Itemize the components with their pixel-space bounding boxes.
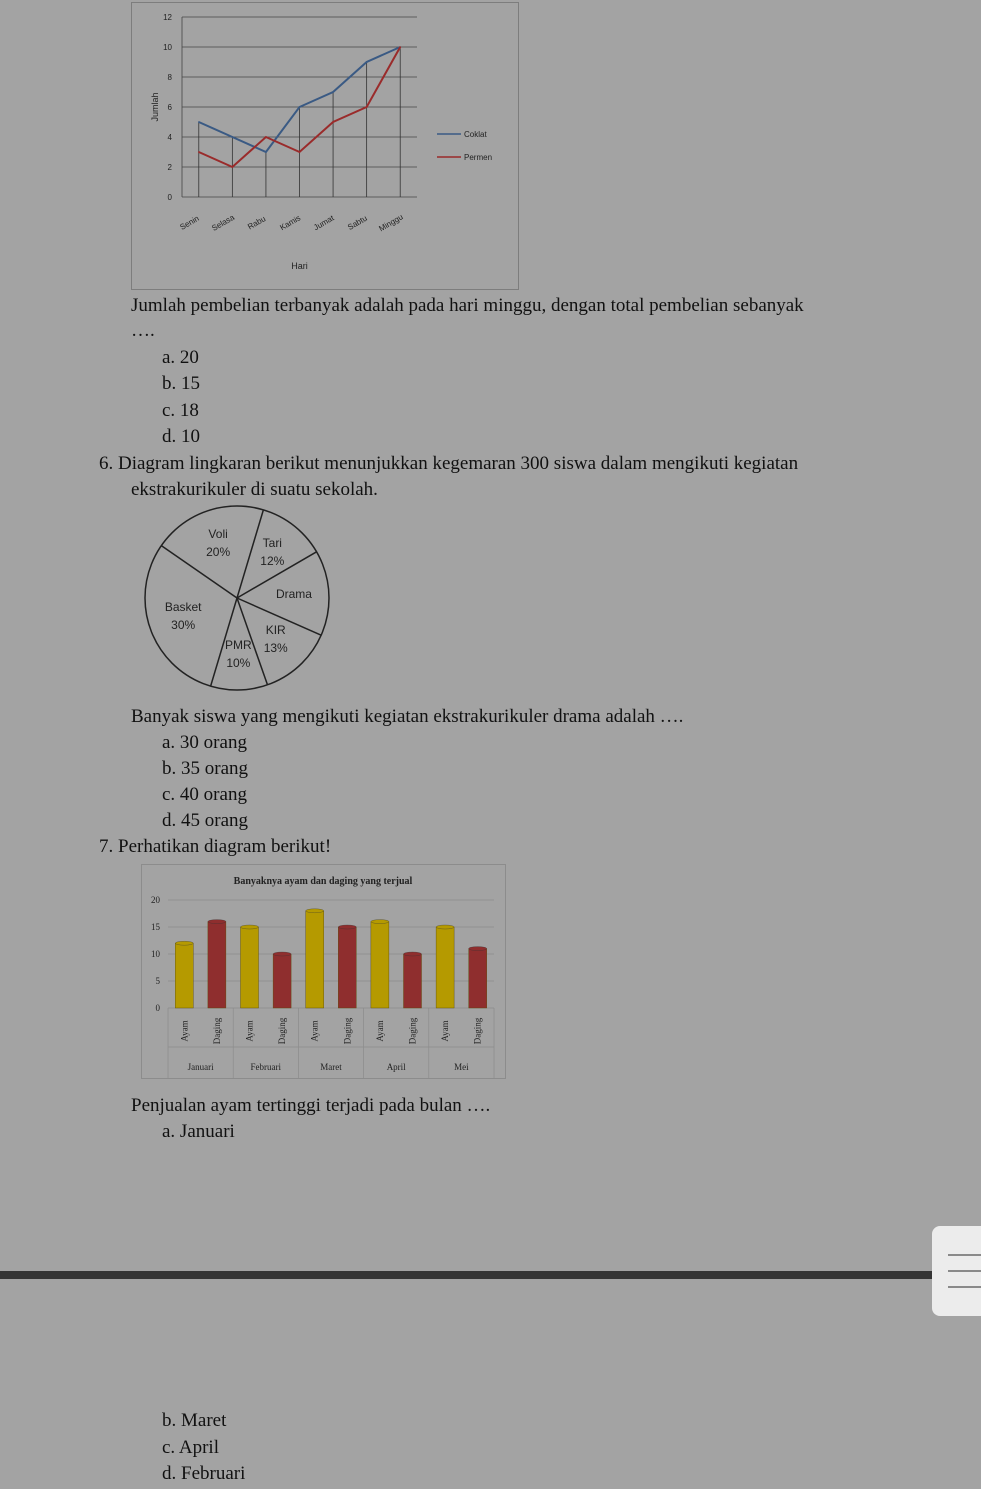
y-tick-label: 10 [151,949,160,959]
menu-button[interactable] [932,1226,981,1316]
q7-option-c[interactable]: c. April [162,1437,219,1458]
q7-option-d[interactable]: d. Februari [162,1463,246,1484]
bar-cap [404,952,422,956]
q7-question: 7. Perhatikan diagram berikut! [99,836,332,857]
data-point [198,151,200,153]
y-tick-label: 4 [167,133,172,142]
q6-question-line1: 6. Diagram lingkaran berikut menunjukkan kegemaran 300 siswa dalam mengikuti kegiatan [99,453,799,474]
slice-percent: 20% [206,545,231,560]
bar [404,954,422,1008]
bar-cap [338,925,356,929]
q6-question-line2: ekstrakurikuler di suatu sekolah. [131,479,378,500]
slice-label: Voli [208,527,228,542]
q7-prompt: Penjualan ayam tertinggi terjadi pada bulan …. [131,1095,491,1116]
y-tick-label: 12 [163,13,172,22]
month-label: Januari [187,1062,214,1072]
slice-label: Tari [262,536,282,551]
y-tick-label: 6 [167,103,172,112]
bar-chart-box [141,864,506,1079]
bar [436,927,454,1008]
legend-label: Permen [464,153,493,162]
bar [208,922,226,1008]
data-point [332,121,334,123]
y-tick-label: 2 [167,163,172,172]
x-tick-label: Ayam [374,1020,385,1042]
x-tick-label: Daging [211,1017,222,1045]
q7-option-a[interactable]: a. Januari [162,1121,235,1142]
slice-label: Drama [275,586,312,601]
x-tick-label: Ayam [179,1020,190,1042]
x-axis-title: Hari [291,261,308,271]
bar-cap [306,909,324,913]
x-tick-label: Daging [277,1017,288,1045]
menu-icon-line [948,1286,981,1288]
x-tick-label: Rabu [246,214,268,232]
bar [175,943,193,1008]
month-label: Februari [250,1062,282,1072]
q5-ellipsis: …. [131,320,155,341]
line-chart [132,3,518,289]
x-tick-label: Daging [472,1017,483,1045]
data-point [299,151,301,153]
data-point [198,121,200,123]
x-tick-label: Sabtu [346,213,369,232]
y-tick-label: 8 [167,73,172,82]
y-axis-title: Jumlah [150,92,160,122]
menu-icon-line [948,1254,981,1256]
month-label: Mei [454,1062,469,1072]
x-tick-label: Kamis [278,213,303,233]
q5-option-d[interactable]: d. 10 [162,426,200,447]
x-tick-label: Senin [178,213,201,232]
data-point [265,136,267,138]
x-tick-label: Ayam [440,1020,451,1042]
bar [371,922,389,1008]
y-tick-label: 0 [155,1003,160,1013]
y-tick-label: 5 [155,976,160,986]
x-tick-label: Jumat [312,213,336,233]
q6-option-d[interactable]: d. 45 orang [162,810,249,831]
x-tick-label: Daging [342,1017,353,1045]
y-tick-label: 10 [163,43,172,52]
page-divider [0,1271,981,1279]
bar [273,954,291,1008]
y-tick-label: 15 [151,922,160,932]
q6-option-a[interactable]: a. 30 orang [162,732,247,753]
bar-chart [142,865,505,1078]
data-point [399,46,401,48]
bar-cap [208,920,226,924]
q6-option-c[interactable]: c. 40 orang [162,784,247,805]
line-chart-box [131,2,519,290]
q5-question: Jumlah pembelian terbanyak adalah pada hari minggu, dengan total pembelian sebanyak [131,295,804,316]
y-tick-label: 20 [151,895,160,905]
data-point [299,106,301,108]
q7-option-b[interactable]: b. Maret [162,1410,227,1431]
q5-option-c[interactable]: c. 18 [162,400,199,421]
pie-chart [140,503,340,695]
q5-option-b[interactable]: b. 15 [162,373,200,394]
slice-percent: 13% [263,640,288,655]
bar-cap [469,947,487,951]
menu-icon-line [948,1270,981,1272]
bar [306,911,324,1008]
slice-percent: 12% [260,554,285,569]
bar [338,927,356,1008]
bar-cap [241,925,259,929]
x-tick-label: Selasa [210,212,236,233]
bar-cap [175,941,193,945]
x-tick-label: Daging [407,1017,418,1045]
bar-cap [371,920,389,924]
q6-option-b[interactable]: b. 35 orang [162,758,249,779]
legend-label: Coklat [464,130,487,139]
bar-cap [273,952,291,956]
bar [241,927,259,1008]
bar [469,949,487,1008]
x-tick-label: Minggu [377,212,405,234]
slice-percent: 10% [226,656,251,671]
pie-chart-box [140,503,340,695]
data-point [232,136,234,138]
x-tick-label: Ayam [309,1020,320,1042]
x-tick-label: Ayam [244,1020,255,1042]
data-point [265,151,267,153]
bar-cap [436,925,454,929]
slice-label: PMR [224,638,252,653]
chart-title: Banyaknya ayam dan daging yang terjual [233,876,413,887]
month-label: April [386,1062,406,1072]
slice-label: Basket [164,599,202,614]
data-point [332,91,334,93]
data-point [366,61,368,63]
q5-option-a[interactable]: a. 20 [162,347,199,368]
month-label: Maret [320,1062,342,1072]
slice-percent: 30% [171,617,196,632]
data-point [232,166,234,168]
slice-label: KIR [265,622,286,637]
q6-prompt: Banyak siswa yang mengikuti kegiatan ekstrakurikuler drama adalah …. [131,706,684,727]
y-tick-label: 0 [167,193,172,202]
data-point [366,106,368,108]
